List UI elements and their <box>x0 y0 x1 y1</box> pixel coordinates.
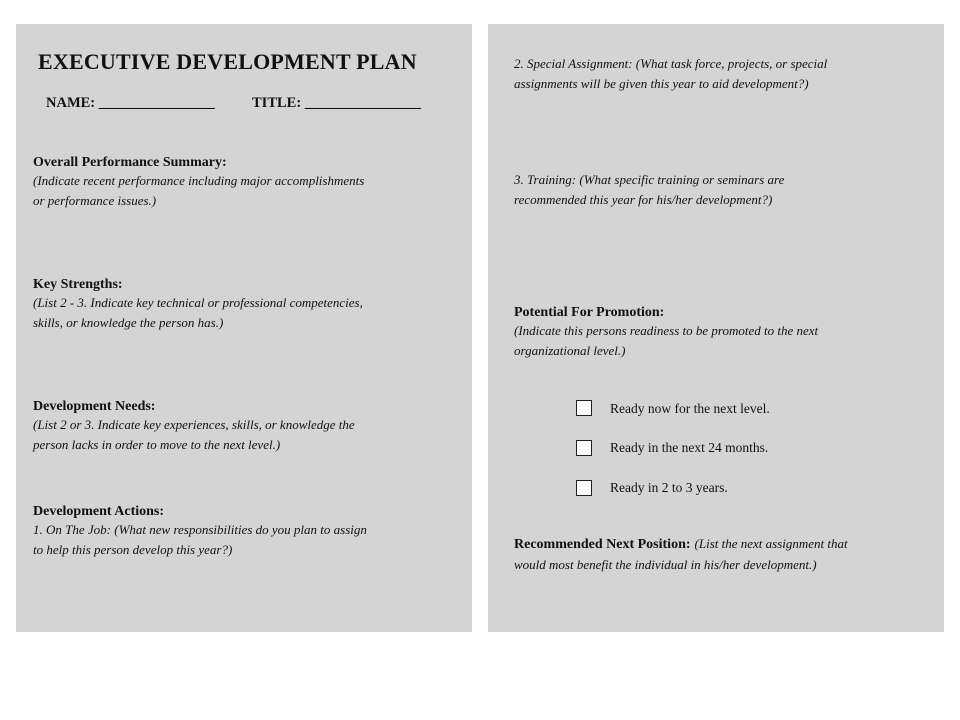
ready-2-3-years-label: Ready in 2 to 3 years. <box>610 480 728 495</box>
training-section <box>514 170 934 210</box>
section-line: assignments will be given this year to aid development?) <box>514 76 809 91</box>
name-field: NAME: ________________ <box>46 95 215 111</box>
section-heading: Potential For Promotion: <box>514 305 665 320</box>
key-strengths-section <box>33 277 453 333</box>
next-position-section <box>514 534 934 575</box>
section-line: 1. On The Job: (What new responsibilities do you plan to assign <box>33 522 367 537</box>
section-line: skills, or knowledge the person has.) <box>33 315 224 330</box>
section-heading: Overall Performance Summary: <box>33 155 227 170</box>
left-panel <box>16 24 472 632</box>
section-line: or performance issues.) <box>33 193 157 208</box>
section-line: (Indicate recent performance including major accomplishments <box>33 173 365 188</box>
section-line: organizational level.) <box>514 343 626 358</box>
right-panel <box>488 24 944 632</box>
ready-24-months-label: Ready in the next 24 months. <box>610 440 769 455</box>
section-line: would most benefit the individual in his/her development.) <box>514 557 817 572</box>
ready-now-label: Ready now for the next level. <box>610 401 770 416</box>
section-line: 2. Special Assignment: (What task force, projects, or special <box>514 56 828 71</box>
section-line: (List 2 or 3. Indicate key experiences, skills, or knowledge the <box>33 417 355 432</box>
promotion-section <box>514 305 934 361</box>
section-line: recommended this year for his/her development?) <box>514 192 773 207</box>
development-actions-section <box>33 504 453 560</box>
section-line: person lacks in order to move to the next level.) <box>33 437 281 452</box>
ready-24-months-checkbox[interactable] <box>576 440 592 456</box>
section-heading: Development Actions: <box>33 504 165 519</box>
development-needs-section <box>33 399 453 455</box>
section-line: (Indicate this persons readiness to be promoted to the next <box>514 323 819 338</box>
section-line: 3. Training: (What specific training or seminars are <box>514 172 785 187</box>
section-line: (List 2 - 3. Indicate key technical or professional competencies, <box>33 295 363 310</box>
section-heading: Recommended Next Position: <box>514 537 691 552</box>
ready-2-3-years-checkbox[interactable] <box>576 480 592 496</box>
special-assignment-section <box>514 54 934 94</box>
document-title: EXECUTIVE DEVELOPMENT PLAN <box>38 49 417 74</box>
section-heading: Key Strengths: <box>33 277 123 292</box>
section-line: (List the next assignment that <box>694 536 848 551</box>
ready-now-checkbox[interactable] <box>576 400 592 416</box>
performance-summary-section <box>33 155 453 211</box>
section-heading: Development Needs: <box>33 399 156 414</box>
section-line: to help this person develop this year?) <box>33 542 233 557</box>
title-field: TITLE: ________________ <box>252 95 421 111</box>
